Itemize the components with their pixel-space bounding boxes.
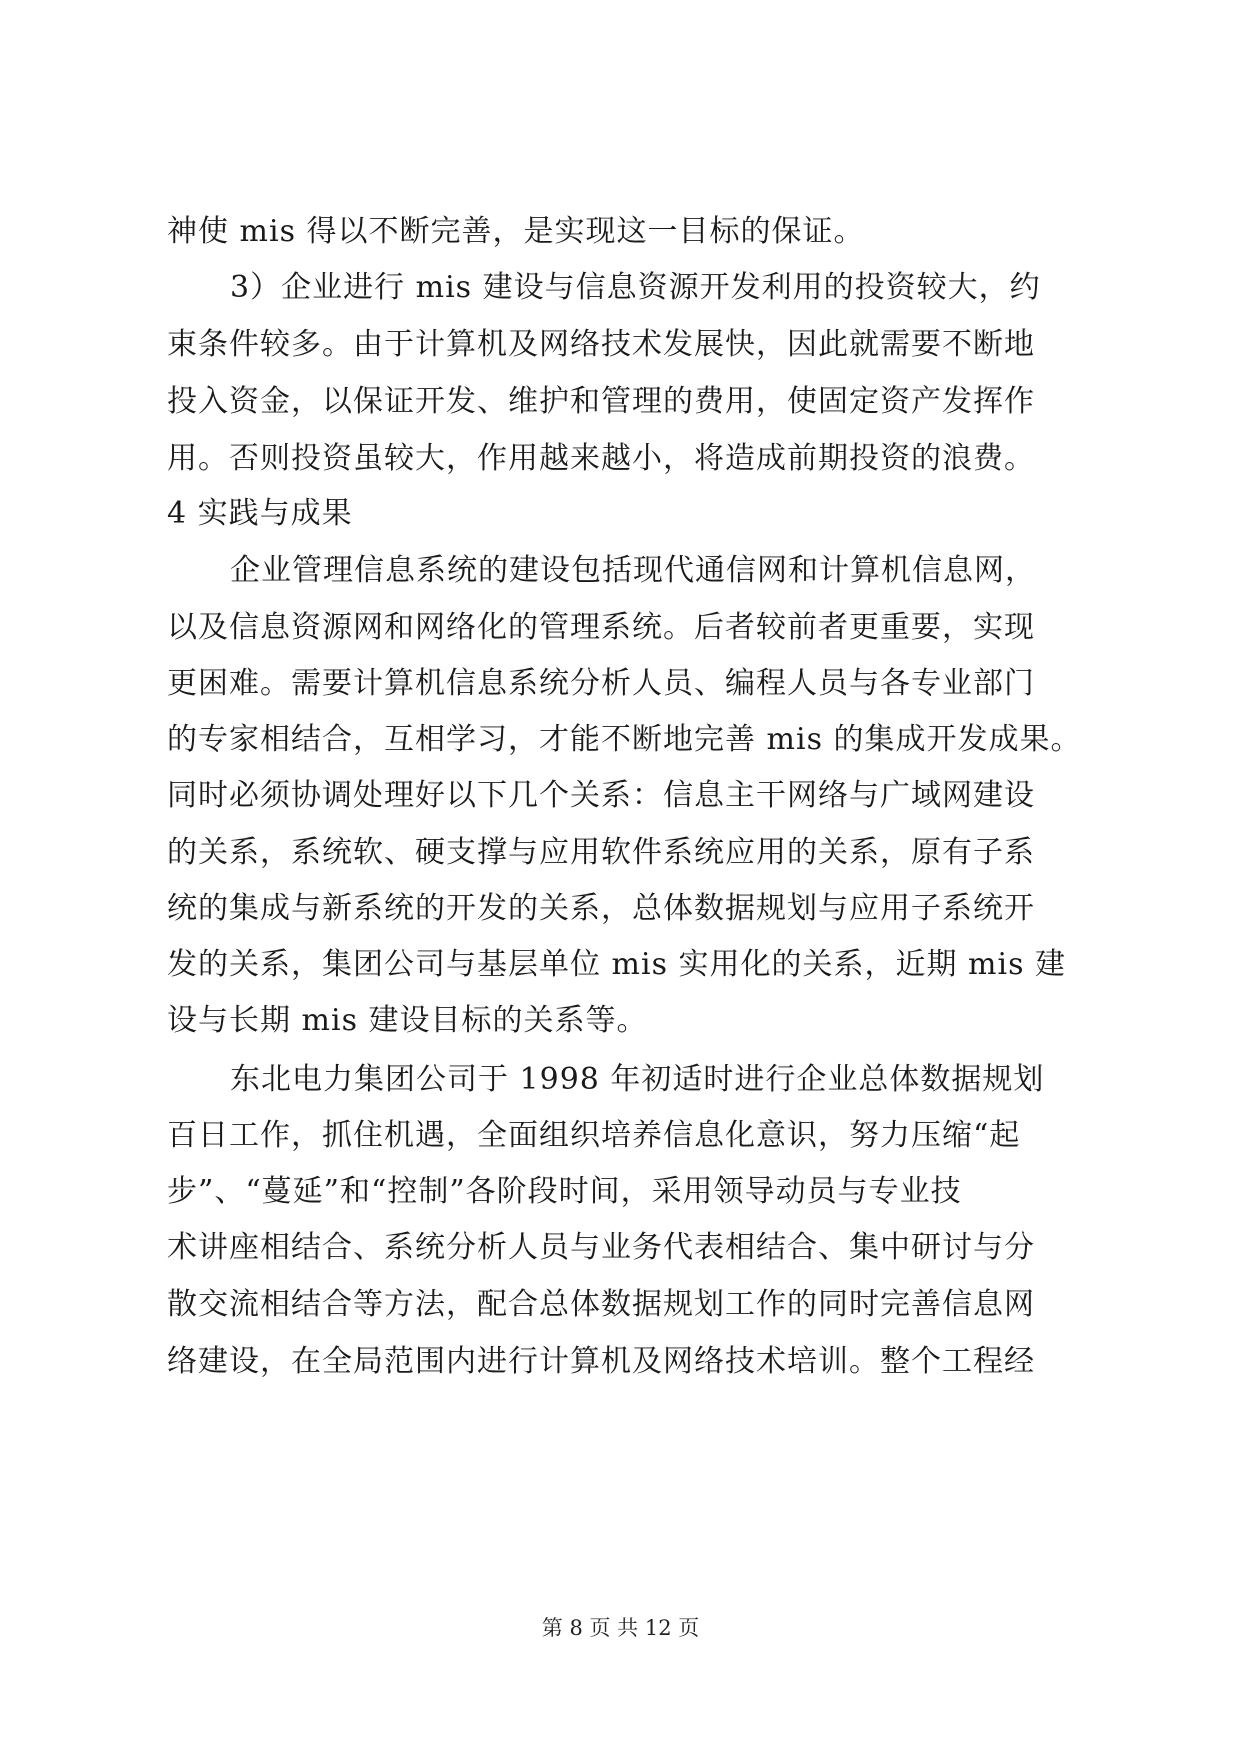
text-line: 企业管理信息系统的建设包括现代通信网和计算机信息网， [230,553,1036,588]
text-line: 百日工作，抓住机遇，全面组织培养信息化意识，努力压缩“起 [167,1118,1021,1153]
text-line: 的专家相结合，互相学习，才能不断地完善 mis 的集成开发成果。 [167,722,1082,757]
text-line: 术讲座相结合、系统分析人员与业务代表相结合、集中研讨与分 [167,1230,1035,1265]
text-line: 投入资金，以保证开发、维护和管理的费用，使固定资产发挥作 [167,384,1035,419]
text-line: 同时必须协调处理好以下几个关系：信息主干网络与广域网建设 [167,778,1035,813]
text-line: 步”、“蔓延”和“控制”各阶段时间，采用领导动员与专业技 [167,1174,962,1209]
text-line: 发的关系，集团公司与基层单位 mis 实用化的关系，近期 mis 建 [167,947,1067,982]
text-line: 用。否则投资虽较大，作用越来越小，将造成前期投资的浪费。 [167,441,1035,476]
text-line: 神使 mis 得以不断完善，是实现这一目标的保证。 [167,214,865,249]
text-line: 以及信息资源网和网络化的管理系统。后者较前者更重要，实现 [167,610,1035,645]
section-heading: 4 实践与成果 [167,496,353,531]
text-line: 络建设，在全局范围内进行计算机及网络技术培训。整个工程经 [167,1344,1035,1379]
text-line: 设与长期 mis 建设目标的关系等。 [167,1003,648,1038]
text-line: 统的集成与新系统的开发的关系，总体数据规划与应用子系统开 [167,891,1035,926]
text-line: 更困难。需要计算机信息系统分析人员、编程人员与各专业部门 [167,666,1035,701]
text-line: 散交流相结合等方法，配合总体数据规划工作的同时完善信息网 [167,1287,1035,1322]
text-line: 的关系，系统软、硬支撑与应用软件系统应用的关系，原有子系 [167,835,1035,870]
text-line: 3）企业进行 mis 建设与信息资源开发利用的投资较大，约 [230,270,1041,305]
text-line: 束条件较多。由于计算机及网络技术发展快，因此就需要不断地 [167,327,1035,362]
text-line: 东北电力集团公司于 1998 年初适时进行企业总体数据规划 [230,1062,1045,1097]
page-number-footer: 第 8 页 共 12 页 [541,1616,700,1640]
